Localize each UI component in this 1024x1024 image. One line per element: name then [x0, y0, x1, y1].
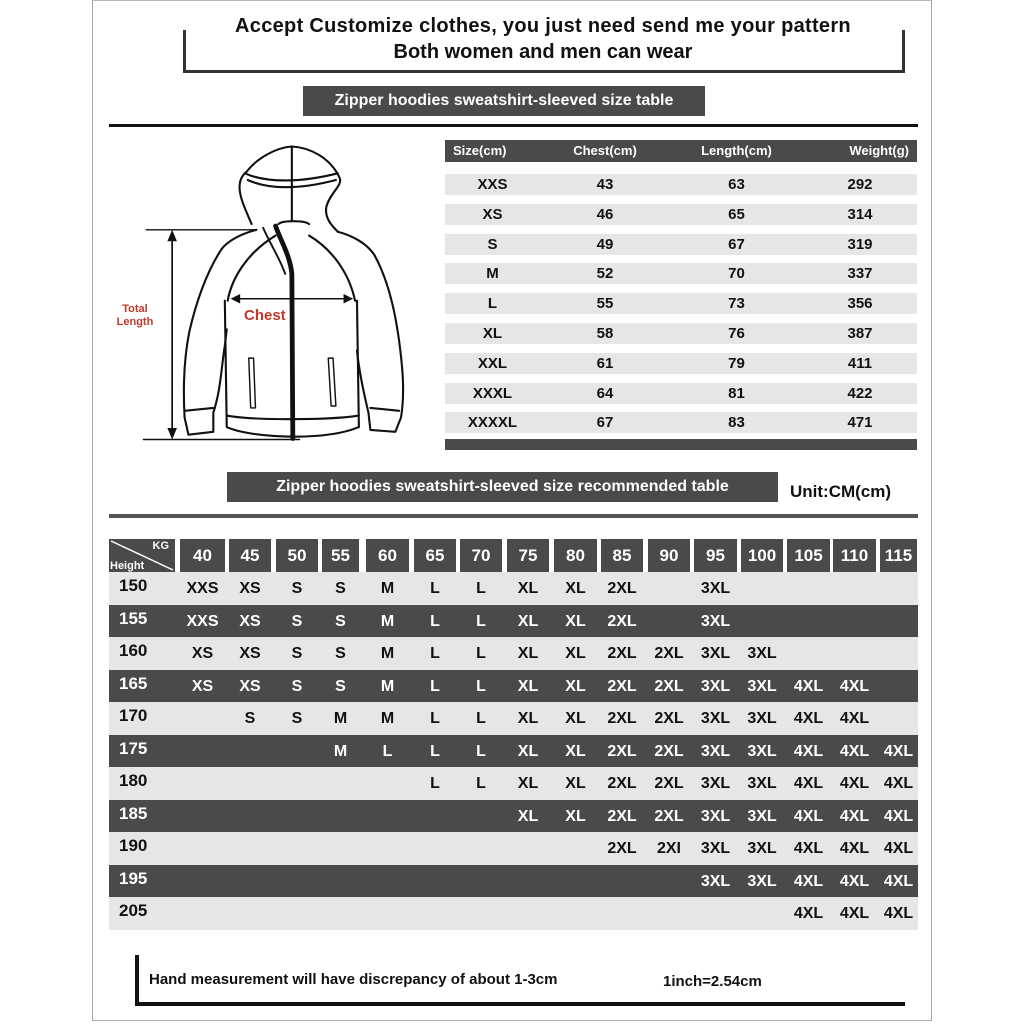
- size-table-row: [445, 204, 917, 225]
- cell-length: 67: [728, 235, 745, 253]
- cell-chest: 43: [596, 176, 614, 193]
- size-recommendation: 2XL: [607, 742, 637, 760]
- size-recommendation: S: [291, 612, 303, 630]
- height-label: 155: [119, 608, 148, 628]
- size-recommendation: L: [430, 742, 440, 760]
- size-recommendation: S: [244, 710, 256, 727]
- cell-weight: 319: [847, 235, 873, 253]
- height-label: 175: [119, 738, 148, 758]
- cell-chest: 46: [596, 205, 614, 223]
- size-recommendation: XL: [517, 775, 539, 792]
- size-recommendation: M: [380, 580, 395, 597]
- height-label: 185: [119, 803, 148, 823]
- recommended-table-title: Zipper hoodies sweatshirt-sleeved size recommended table: [227, 472, 778, 502]
- height-label: 150: [119, 576, 148, 595]
- cell-size: L: [487, 295, 498, 313]
- size-recommendation: 4XL: [839, 742, 870, 760]
- total-length-label-line2: Length: [116, 316, 154, 328]
- cell-size: XS: [482, 205, 503, 223]
- size-recommendation: M: [380, 645, 395, 662]
- recommended-table-header: [109, 539, 918, 572]
- cell-size: XXXXL: [467, 414, 518, 432]
- size-table-row: [445, 174, 917, 195]
- total-length-label: [110, 303, 160, 329]
- cell-size: XXS: [477, 176, 508, 193]
- size-recommendation: S: [291, 677, 303, 695]
- divider-top: [109, 124, 918, 127]
- cell-length: 63: [728, 176, 745, 193]
- recommended-row-175: [109, 735, 918, 768]
- size-table-title: Zipper hoodies sweatshirt-sleeved size table: [303, 86, 705, 116]
- recommended-row-170: [109, 702, 918, 735]
- height-label: 165: [119, 673, 148, 693]
- weight-header-80: 80: [554, 539, 597, 572]
- measurement-note: Hand measurement will have discrepancy of about 1-3cm: [149, 971, 558, 988]
- size-recommendation: XL: [565, 807, 586, 825]
- cell-length: 70: [728, 265, 745, 283]
- size-recommendation: XL: [565, 775, 586, 792]
- size-recommendation: 4XL: [883, 742, 914, 760]
- size-recommendation: 4XL: [839, 710, 870, 727]
- size-recommendation: L: [476, 677, 486, 695]
- size-recommendation: 3XL: [700, 872, 731, 890]
- corner-height-label: Height: [110, 560, 145, 572]
- cell-chest: 64: [596, 384, 614, 402]
- size-recommendation: 3XL: [747, 872, 777, 890]
- size-recommendation: 3XL: [700, 840, 731, 857]
- size-recommendation: XL: [517, 710, 539, 727]
- size-recommendation: XL: [565, 742, 586, 760]
- size-recommendation: M: [333, 710, 348, 727]
- corner-cell: [109, 539, 175, 572]
- weight-header-70: 70: [460, 539, 502, 572]
- size-recommendation: XL: [517, 742, 539, 760]
- cell-weight: 292: [847, 176, 873, 193]
- size-recommendation: 3XL: [700, 645, 731, 662]
- size-recommendation: 2XL: [607, 807, 637, 825]
- size-recommendation: 2XL: [654, 677, 684, 695]
- size-recommendation: S: [335, 580, 346, 597]
- recommended-row-195: [109, 865, 918, 898]
- size-recommendation: XL: [565, 645, 586, 662]
- size-recommendation: 3XL: [747, 645, 777, 662]
- cell-size: XL: [482, 324, 503, 342]
- size-recommendation: S: [291, 710, 303, 727]
- divider-middle: [109, 514, 918, 518]
- size-recommendation: XL: [517, 645, 539, 662]
- size-table-row: [445, 353, 917, 374]
- height-label: 205: [119, 901, 148, 920]
- size-recommendation: XL: [565, 677, 586, 695]
- weight-header-45: 45: [229, 539, 271, 572]
- size-recommendation: 2XL: [607, 840, 637, 857]
- weight-header-115: 115: [880, 539, 917, 572]
- size-recommendation: 3XL: [747, 807, 777, 825]
- recommended-row-205: [109, 897, 918, 930]
- cell-chest: 58: [596, 324, 614, 342]
- height-label: 180: [119, 771, 148, 790]
- size-recommendation: 4XL: [839, 840, 870, 857]
- size-table-row: [445, 293, 917, 314]
- weight-header-100: 100: [741, 539, 783, 572]
- cell-weight: 411: [847, 354, 873, 372]
- size-recommendation: 3XL: [700, 710, 731, 727]
- size-table-footer-bar: [445, 439, 917, 450]
- size-recommendation: L: [430, 612, 440, 630]
- size-recommendation: 2XL: [654, 807, 684, 825]
- cell-size: M: [486, 265, 499, 283]
- size-table-row: [445, 323, 917, 344]
- recommended-row-155: [109, 605, 918, 638]
- weight-header-75: 75: [507, 539, 549, 572]
- size-recommendation: 3XL: [700, 677, 731, 695]
- size-recommendation: XXS: [186, 612, 219, 630]
- weight-header-105: 105: [787, 539, 830, 572]
- size-recommendation: L: [430, 677, 440, 695]
- corner-kg-label: KG: [152, 540, 169, 552]
- size-recommendation: 3XL: [747, 840, 777, 857]
- size-recommendation: 4XL: [793, 677, 824, 695]
- cell-weight: 337: [847, 265, 873, 283]
- size-recommendation: 4XL: [793, 905, 824, 922]
- size-table-header: [445, 140, 917, 162]
- size-recommendation: 4XL: [793, 840, 824, 857]
- total-length-label-line1: Total: [122, 303, 148, 315]
- size-recommendation: 2XL: [607, 645, 637, 662]
- size-recommendation: L: [430, 580, 440, 597]
- size-recommendation: 4XL: [883, 872, 914, 890]
- inch-conversion: 1inch=2.54cm: [663, 973, 762, 990]
- height-label: 160: [119, 641, 148, 660]
- size-recommendation: XS: [191, 645, 214, 662]
- cell-weight: 387: [847, 324, 873, 342]
- col-length: Length(cm): [701, 143, 772, 158]
- cell-size: S: [487, 235, 498, 253]
- cell-chest: 55: [596, 295, 614, 313]
- size-recommendation: 4XL: [883, 807, 914, 825]
- size-recommendation: 4XL: [793, 710, 824, 727]
- size-recommendation: M: [380, 710, 395, 727]
- cell-size: XXXL: [472, 384, 513, 402]
- cell-weight: 314: [847, 205, 873, 223]
- weight-header-60: 60: [366, 539, 409, 572]
- size-recommendation: XL: [517, 612, 539, 630]
- size-recommendation: L: [430, 710, 440, 727]
- size-recommendation: S: [291, 645, 303, 662]
- size-table-row: [445, 412, 917, 433]
- weight-header-55: 55: [322, 539, 359, 572]
- weight-header-110: 110: [833, 539, 876, 572]
- weight-header-40: 40: [180, 539, 225, 572]
- size-recommendation: 2XL: [607, 710, 637, 727]
- size-recommendation: 2XL: [607, 580, 637, 597]
- header-line-2: Both women and men can wear: [393, 41, 693, 63]
- size-table: [445, 140, 917, 450]
- size-recommendation: S: [335, 677, 346, 695]
- recommended-table-body: [109, 572, 918, 930]
- cell-chest: 61: [596, 354, 614, 372]
- size-recommendation: 4XL: [839, 677, 870, 695]
- weight-header-50: 50: [276, 539, 318, 572]
- size-recommendation: XL: [565, 612, 586, 630]
- size-recommendation: 2XL: [654, 645, 684, 662]
- size-recommendation: L: [476, 580, 486, 597]
- col-chest: Chest(cm): [573, 143, 637, 158]
- size-recommendation: L: [476, 710, 486, 727]
- size-recommendation: 2XL: [654, 742, 684, 760]
- size-recommendation: 3XL: [700, 807, 731, 825]
- size-recommendation: XS: [191, 677, 214, 695]
- chest-label: Chest: [244, 307, 286, 324]
- size-table-body: [445, 174, 917, 433]
- size-recommendation: XL: [565, 580, 586, 597]
- cell-weight: 356: [847, 295, 873, 313]
- size-recommendation: 3XL: [700, 580, 731, 597]
- size-recommendation: 3XL: [747, 677, 777, 695]
- weight-header-90: 90: [648, 539, 690, 572]
- height-label: 195: [119, 868, 148, 888]
- cell-weight: 422: [847, 384, 873, 402]
- size-recommendation: L: [476, 645, 486, 662]
- size-recommendation: 2XL: [607, 677, 637, 695]
- weight-header-85: 85: [601, 539, 643, 572]
- cell-chest: 67: [596, 414, 614, 432]
- size-recommendation: 3XL: [700, 775, 731, 792]
- cell-length: 79: [728, 354, 745, 372]
- size-recommendation: 2XL: [654, 775, 684, 792]
- size-recommendation: XL: [565, 710, 586, 727]
- size-table-row: [445, 234, 917, 255]
- size-recommendation: XS: [239, 580, 261, 597]
- size-recommendation: L: [430, 775, 440, 792]
- size-recommendation: 2XL: [607, 612, 637, 630]
- size-recommendation: 3XL: [700, 612, 731, 630]
- cell-length: 65: [728, 205, 745, 223]
- size-recommendation: M: [333, 742, 348, 760]
- size-recommendation: 2XL: [654, 710, 684, 727]
- weight-header-65: 65: [414, 539, 456, 572]
- size-recommendation: XL: [517, 807, 539, 825]
- size-recommendation: M: [380, 677, 395, 695]
- cell-chest: 49: [596, 235, 614, 253]
- recommended-row-180: [109, 767, 918, 800]
- height-label: 190: [119, 836, 148, 855]
- size-table-row: [445, 383, 917, 404]
- cell-length: 81: [728, 384, 745, 402]
- size-recommendation: 4XL: [883, 905, 914, 922]
- size-recommendation: L: [476, 742, 486, 760]
- size-recommendation: 4XL: [839, 905, 870, 922]
- size-recommendation: M: [380, 612, 395, 630]
- size-recommendation: 3XL: [747, 775, 777, 792]
- size-recommendation: XS: [239, 677, 261, 695]
- cell-weight: 471: [847, 414, 873, 432]
- size-recommendation: 2XI: [656, 840, 681, 857]
- col-weight: Weight(g): [849, 143, 909, 158]
- recommended-row-190: [109, 832, 918, 865]
- size-recommendation: 4XL: [839, 872, 870, 890]
- size-recommendation: L: [476, 775, 486, 792]
- unit-label: Unit:CM(cm): [790, 482, 892, 501]
- weight-header-95: 95: [694, 539, 737, 572]
- size-recommendation: L: [382, 742, 393, 760]
- size-recommendation: XS: [239, 612, 261, 630]
- size-recommendation: 4XL: [883, 840, 914, 857]
- height-label: 170: [119, 706, 148, 725]
- size-table-row: [445, 263, 917, 284]
- col-size: Size(cm): [453, 143, 507, 158]
- size-recommendation: L: [476, 612, 486, 630]
- size-recommendation: 4XL: [839, 807, 870, 825]
- size-recommendation: 3XL: [700, 742, 731, 760]
- size-recommendation: S: [335, 612, 346, 630]
- size-recommendation: S: [291, 580, 303, 597]
- size-recommendation: 4XL: [839, 775, 870, 792]
- size-recommendation: 4XL: [793, 775, 824, 792]
- cell-length: 76: [728, 324, 745, 342]
- recommended-row-150: [109, 572, 918, 605]
- size-recommendation: 4XL: [793, 742, 824, 760]
- size-recommendation: 4XL: [793, 872, 824, 890]
- size-recommendation: 4XL: [883, 775, 914, 792]
- size-recommendation: 3XL: [747, 742, 777, 760]
- recommended-row-160: [109, 637, 918, 670]
- recommended-table: [109, 539, 918, 930]
- recommended-row-185: [109, 800, 918, 833]
- cell-length: 83: [728, 414, 745, 432]
- size-recommendation: L: [430, 645, 440, 662]
- size-recommendation: S: [335, 645, 346, 662]
- header-line-1: Accept Customize clothes, you just need send me your pattern: [235, 15, 851, 37]
- size-recommendation: XS: [239, 645, 261, 662]
- cell-length: 73: [728, 295, 745, 313]
- cell-chest: 52: [596, 265, 614, 283]
- size-recommendation: 4XL: [793, 807, 824, 825]
- size-recommendation: XXS: [186, 580, 219, 597]
- cell-size: XXL: [477, 354, 508, 372]
- size-recommendation: XL: [517, 580, 539, 597]
- size-recommendation: 2XL: [607, 775, 637, 792]
- recommended-row-165: [109, 670, 918, 703]
- hoodie-outline-icon: [108, 134, 424, 452]
- size-recommendation: XL: [517, 677, 539, 695]
- size-recommendation: 3XL: [747, 710, 777, 727]
